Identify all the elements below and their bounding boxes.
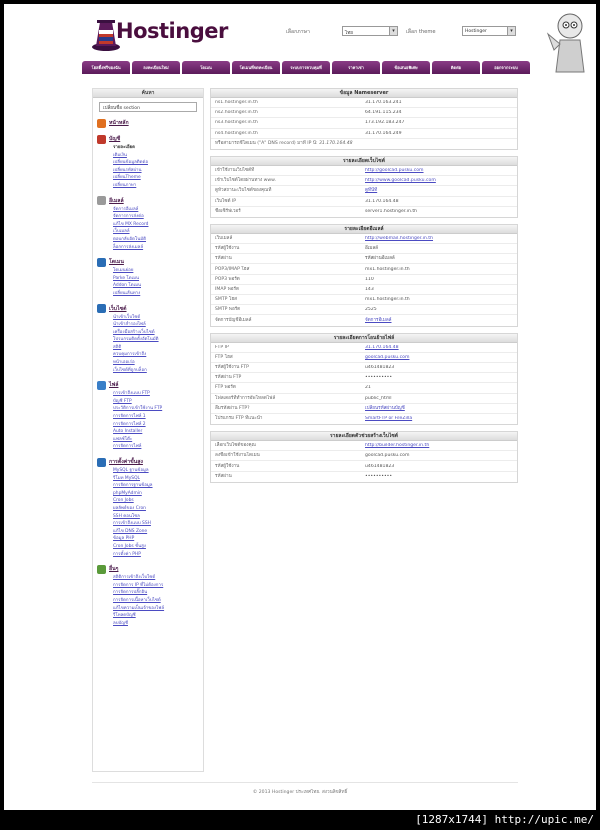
info-row-value: 31.170.164.249: [365, 130, 402, 136]
info-row-label: SMTP พอร์ต: [215, 307, 241, 313]
panel-title: รายละเอียดอีเมลล์: [211, 225, 517, 234]
sidebar-link[interactable]: Cron Jobs: [113, 498, 134, 504]
info-row-link[interactable]: 31.170.164.48: [365, 344, 399, 350]
info-row: [211, 254, 517, 264]
nav-item-control-panel[interactable]: ระบบการควบคุมที่: [282, 61, 330, 74]
sidebar-link[interactable]: Cron Jobs ขั้นสูง: [113, 543, 146, 549]
sidebar-link[interactable]: โดเมนย่อย: [113, 268, 134, 274]
info-row-link[interactable]: http://www.goolcad.pusku.com: [365, 178, 436, 184]
nav-item-register[interactable]: ลงทะเบียนใหม่: [132, 61, 180, 74]
sidebar-section-header[interactable]: [97, 196, 203, 206]
info-row-label: เว็บเมลล์: [215, 235, 233, 241]
info-row: [211, 176, 517, 186]
sidebar-link[interactable]: ควบคุมการเข้าถึง: [113, 352, 147, 358]
sidebar-link[interactable]: เปลี่ยนภาษา: [113, 182, 137, 188]
sidebar-link[interactable]: เว็บไซต์ที่ถูกบล็อก: [113, 367, 147, 373]
info-row-link[interactable]: SmartFTP or FileZilla: [365, 416, 413, 422]
info-row-value: 2525: [365, 307, 377, 313]
info-row: [211, 353, 517, 363]
info-row-label: ns2.hostinger.in.th: [215, 110, 258, 116]
sidebar-section-links: [97, 574, 203, 627]
panel-title: รายละเอียดเว็บไซต์: [211, 157, 517, 166]
info-row-value: 143: [365, 286, 374, 292]
sidebar-link[interactable]: ล็อกการส่งเมลล์: [113, 244, 144, 250]
info-row-label: เลือกเว็บไซต์ของคุณ: [215, 443, 256, 449]
info-row-label: SMTP โฮส: [215, 297, 237, 303]
sidebar-link[interactable]: นำเข้าสำรองไฟล์: [113, 322, 146, 328]
mascot-icon: [538, 10, 596, 74]
info-row: [211, 363, 517, 373]
website-icon: [97, 304, 106, 313]
sidebar-section-links: [97, 314, 203, 375]
info-panel: [210, 224, 518, 327]
sidebar-section-header[interactable]: [97, 564, 203, 574]
chevron-down-icon: ▾: [507, 27, 515, 35]
sidebar-link[interactable]: แก้ไข MX Record: [113, 221, 149, 227]
info-row-label: รหัสผ่าน: [215, 256, 232, 262]
sidebar-section-header[interactable]: [97, 304, 203, 314]
theme-label: เลือก theme: [406, 29, 436, 35]
sidebar-section-title: ไฟล์: [109, 382, 119, 389]
info-panel: [210, 333, 518, 426]
info-row-label: เข้าเว็บไซต์โดยผ่านทาง www.: [215, 178, 276, 184]
info-row-value: ••••••••••: [365, 474, 393, 480]
info-row-value: u461481823: [365, 365, 395, 371]
info-row: [211, 441, 517, 451]
sidebar-link[interactable]: สถิติการเข้าถึงเว็บไซต์: [113, 575, 156, 581]
sidebar-section: [93, 257, 203, 297]
sidebar-link[interactable]: เติมเงิน: [113, 152, 127, 158]
info-row-value: 64.191.115.234: [365, 110, 402, 116]
sidebar-section-title: การตั้งค่าขั้นสูง: [109, 459, 143, 465]
info-row-label: รหัสผู้ใช้งาน FTP: [215, 365, 249, 371]
info-row: [211, 129, 517, 139]
sidebar-link[interactable]: แก้ไข DNS Zone: [113, 528, 148, 534]
sidebar-section: [93, 564, 203, 627]
sidebar-link[interactable]: ผลลัพธ์ของ Cron: [113, 505, 146, 511]
info-row-value: 21: [365, 385, 371, 391]
sidebar-section-links: [97, 467, 203, 558]
info-row-link[interactable]: ดูที่นี่ที่: [365, 188, 378, 194]
sidebar: [92, 88, 204, 772]
info-row-label: โฟลเดอร์ที่ทำการอัพโหลดไฟล์: [215, 395, 276, 401]
sidebar-sections: [93, 118, 203, 627]
sidebar-search-input[interactable]: เปลี่ยนชื่อ section: [99, 102, 197, 112]
page: [4, 4, 596, 810]
sidebar-section-header[interactable]: [97, 118, 203, 128]
sidebar-link[interactable]: เปลี่ยนรหัสผ่าน: [113, 167, 142, 173]
sidebar-title: ค้นหา: [93, 89, 203, 98]
info-panel: [210, 156, 518, 218]
sidebar-section: [93, 380, 203, 451]
info-row: [211, 234, 517, 244]
info-row-value: ••••••••••: [365, 375, 393, 381]
info-row-label: FTP พอร์ต: [215, 385, 236, 391]
info-row-label: ดูหัวสถานะเว็บไซต์ของคุณที่: [215, 188, 272, 194]
info-row-label: เว็บไซต์ IP: [215, 198, 237, 204]
sidebar-link[interactable]: การจัดการเนื้อหาเว็บไซต์: [113, 597, 161, 603]
info-row-value: mx1.hostinger.in.th: [365, 266, 410, 272]
info-row: [211, 207, 517, 217]
sidebar-link[interactable]: เครื่องมือสร้างเว็บไซต์: [113, 329, 155, 335]
sidebar-link[interactable]: แฟลช์โต๊ะ: [113, 436, 133, 442]
sidebar-link[interactable]: จัดการอีเมลล์: [113, 206, 139, 212]
nav-item-pricing[interactable]: ราคาเช่า: [332, 61, 380, 74]
info-panel: [210, 88, 518, 150]
info-row: [211, 98, 517, 108]
info-row: [211, 315, 517, 325]
domain-icon: [97, 258, 106, 267]
info-row: [211, 139, 517, 149]
sidebar-section-links: [97, 144, 203, 190]
panel-title: รายละเอียดการโอนย้ายไฟล์: [211, 334, 517, 343]
sidebar-section-title: บัญชี: [109, 136, 121, 142]
sidebar-link[interactable]: ลบบัญชี: [113, 620, 128, 626]
sidebar-link[interactable]: หน้าเออเร่อ: [113, 360, 135, 366]
info-row: [211, 404, 517, 414]
info-row: [211, 305, 517, 315]
info-row-label: ลงชื่อเข้าใช้งานโดเมน: [215, 453, 260, 459]
sidebar-link[interactable]: โปรแกรมติดตั้งอัตโนมัติ: [113, 337, 159, 343]
sidebar-link[interactable]: เปลี่ยนข้อมูลติดต่อ: [113, 160, 148, 166]
info-row-label: ns3.hostinger.in.th: [215, 120, 258, 126]
theme-select-value: Hostinger: [465, 29, 487, 34]
info-row-link[interactable]: จัดการอีเมลล์: [365, 317, 392, 323]
info-row: [211, 451, 517, 461]
sidebar-link[interactable]: จัดการการส่งต่อ: [113, 214, 144, 220]
sidebar-section: [93, 118, 203, 128]
sidebar-section-title: เว็บไซต์: [109, 305, 127, 312]
nav-item-logout[interactable]: ออกจากระบบ: [482, 61, 530, 74]
sidebar-link[interactable]: สถิติ: [113, 344, 122, 350]
sidebar-link[interactable]: การเข้าถึงแบบ FTP: [113, 391, 150, 397]
info-row: [211, 373, 517, 383]
sidebar-link[interactable]: phpMyAdmin: [113, 490, 142, 496]
sidebar-link[interactable]: เว็บเมลล์: [113, 229, 130, 235]
info-row-label: [211, 140, 517, 147]
language-select[interactable]: [342, 26, 398, 36]
sidebar-section: [93, 134, 203, 190]
sidebar-link[interactable]: รายละเอียด: [113, 145, 136, 150]
nav-item-domains[interactable]: โดเมน: [182, 61, 230, 74]
info-row-label: รหัสผู้ใช้งาน: [215, 246, 240, 252]
sidebar-section: [93, 196, 203, 252]
info-row: [211, 285, 517, 295]
info-row-value: server1.hostinger.in.th: [365, 209, 418, 215]
info-row-label: เข้าใช้งานเว็บไซต์ที่: [215, 168, 255, 174]
info-row-label: FTP IP: [215, 344, 229, 350]
sidebar-link[interactable]: การจัดการฐานข้อมูล: [113, 483, 153, 489]
info-row-link[interactable]: http://webmail.hostinger.in.th: [365, 235, 434, 241]
info-row: [211, 166, 517, 176]
info-row-label: รหัสผ่าน FTP: [215, 375, 242, 381]
sidebar-section: [93, 457, 203, 558]
main-nav: [82, 61, 530, 74]
sidebar-link[interactable]: การตั้งค่า PHP: [113, 551, 141, 557]
info-row-label: จัดการบัญชีอีเมลล์: [215, 317, 252, 323]
info-row-label: POP3/IMAP โฮส: [215, 266, 250, 272]
sidebar-section-title: อื่นๆ: [109, 566, 119, 573]
sidebar-link[interactable]: การจัดการ IP ที่ไม่ต้องการ: [113, 582, 164, 588]
sidebar-section-links: [97, 206, 203, 252]
info-row: [211, 108, 517, 118]
theme-select[interactable]: [462, 26, 516, 36]
sidebar-section-links: [97, 267, 203, 297]
info-row: [211, 186, 517, 196]
info-row-link[interactable]: http://builder.hostinger.in.th: [365, 443, 430, 449]
info-row-value: 31.170.164.48: [365, 198, 399, 204]
sidebar-link[interactable]: แก้ไขความเป็นเจ้าของไฟล์: [113, 605, 165, 611]
folder-icon: [97, 381, 106, 390]
info-row-value: goolcad.pusku.com: [365, 453, 410, 459]
sidebar-section-title: อีเมลล์: [109, 197, 124, 204]
info-row-link[interactable]: เปลี่ยนรหัสผ่านบัญชี: [365, 405, 405, 411]
info-row-label: รหัสผ่าน: [215, 474, 232, 480]
info-row: [211, 343, 517, 353]
info-row: [211, 394, 517, 404]
footer-copyright: © 2013 Hostinger ประเทศไทย. สงวนลิขสิทธิ์: [252, 790, 348, 795]
info-row-label: ชื่อเซิร์ฟเวอร์: [215, 209, 241, 215]
language-label: เลือกภาษา: [286, 29, 310, 35]
info-row-value: mx1.hostinger.in.th: [365, 297, 410, 303]
misc-icon: [97, 565, 106, 574]
info-row: [211, 414, 517, 424]
sidebar-link[interactable]: SSH คอนโซล: [113, 513, 140, 519]
info-row: [211, 264, 517, 274]
info-row: [211, 197, 517, 207]
sidebar-link[interactable]: ประวัติการเข้าใช้งาน FTP: [113, 406, 163, 412]
sidebar-section-links: [97, 390, 203, 451]
footer-divider: [92, 782, 518, 783]
info-row-value: รหัสผ่านอีเมลล์: [365, 256, 395, 262]
info-row-value: 31.170.164.48: [319, 141, 353, 147]
info-row-value: u461481823: [365, 463, 395, 469]
sidebar-section-title: หน้าหลัก: [109, 120, 129, 126]
nav-item-registered-domains[interactable]: โดเมนที่จดทะเบียน: [232, 61, 280, 74]
home-icon: [97, 119, 106, 128]
info-row-value: 173.192.183.247: [365, 120, 405, 126]
info-row-value: public_html: [365, 395, 392, 401]
sidebar-link[interactable]: การจัดการไฟล์ 1: [113, 414, 146, 420]
sidebar-link[interactable]: การจัดการไฟล์ 2: [113, 421, 146, 427]
info-row-link[interactable]: http://goolcad.pusku.com: [365, 168, 424, 174]
sidebar-link[interactable]: Parke โดเมน: [113, 275, 140, 281]
sidebar-section-header[interactable]: [97, 457, 203, 467]
info-row-label: ns1.hostinger.in.th: [215, 100, 258, 106]
gear-icon: [97, 458, 106, 467]
info-row-label: IMAP พอร์ต: [215, 286, 239, 292]
info-row: [211, 118, 517, 128]
info-row: [211, 461, 517, 471]
sidebar-link[interactable]: Addon โดเมน: [113, 283, 141, 289]
watermark: [1287x1744] http://upic.me/: [415, 813, 594, 826]
info-row-label: ns4.hostinger.in.th: [215, 130, 258, 136]
info-row: [211, 244, 517, 254]
user-icon: [97, 135, 106, 144]
info-panel: [210, 431, 518, 483]
sidebar-link[interactable]: MySQL ฐานข้อมูล: [113, 468, 149, 473]
sidebar-section-header[interactable]: [97, 134, 203, 144]
sidebar-section-header[interactable]: [97, 257, 203, 267]
sidebar-section-title: โดเมน: [109, 259, 124, 266]
sidebar-link[interactable]: เปลี่ยนTheme: [113, 175, 141, 181]
nav-item-contact[interactable]: ติดต่อ: [432, 61, 480, 74]
nav-item-special-offers[interactable]: ข้อเสนอพิเศษ: [382, 61, 430, 74]
nav-item-my-free-hosting[interactable]: โฮสติ้งฟรีของฉัน: [82, 61, 130, 74]
info-row-value: 31.170.163.241: [365, 100, 402, 106]
info-row-value: 110: [365, 276, 374, 282]
info-row-label: POP3 พอร์ต: [215, 276, 240, 282]
sidebar-link[interactable]: เปลี่ยนเส้นทาง: [113, 290, 141, 296]
logo[interactable]: Hostinger: [116, 19, 228, 43]
sidebar-link[interactable]: รีโมท MySQL: [113, 475, 140, 481]
sidebar-link[interactable]: รีโหลดบัญชี: [113, 613, 136, 619]
sidebar-link[interactable]: Auto Installer: [113, 429, 143, 435]
sidebar-link[interactable]: การจัดการปลั๊กอิน: [113, 590, 148, 596]
info-row: [211, 472, 517, 482]
info-row-label: ลืมรหัสผ่าน FTP?: [215, 405, 250, 411]
info-row: [211, 383, 517, 393]
info-row: [211, 295, 517, 305]
sidebar-link[interactable]: ข้อมูล PHP: [113, 536, 135, 542]
mail-icon: [97, 196, 106, 205]
sidebar-link[interactable]: บัญชี FTP: [113, 398, 132, 404]
info-row-label: โปรแกรม FTP ที่แนะนำ: [215, 416, 263, 422]
main-content: [210, 88, 518, 489]
info-row-label: FTP โฮส: [215, 354, 233, 360]
sidebar-section-header[interactable]: [97, 380, 203, 390]
info-row-label: รหัสผู้ใช้งาน: [215, 463, 240, 469]
language-select-value: ไทย: [345, 31, 353, 36]
info-row-label-text: หรือสามารถชี้โดเมน ("A" DNS record) มาที่ IP นี้:: [215, 141, 318, 147]
sidebar-link[interactable]: นำเข้าเว็บไซต์: [113, 314, 141, 320]
sidebar-link[interactable]: การจัดการไฟล์: [113, 444, 142, 450]
info-row-link[interactable]: goolcad.pusku.com: [365, 354, 410, 360]
panel-title: รายละเอียดตัวช่วยสร้างเว็บไซต์: [211, 432, 517, 441]
info-row-value: อีเมลล์: [365, 246, 378, 252]
sidebar-section: [93, 304, 203, 375]
panel-title: ข้อมูล Nameserver: [211, 89, 517, 98]
sidebar-link[interactable]: การเข้าถึงแบบ SSH: [113, 521, 151, 527]
chevron-down-icon: ▾: [389, 27, 397, 35]
info-row: [211, 275, 517, 285]
sidebar-link[interactable]: ตอบกลับอัตโนมัติ: [113, 236, 147, 242]
